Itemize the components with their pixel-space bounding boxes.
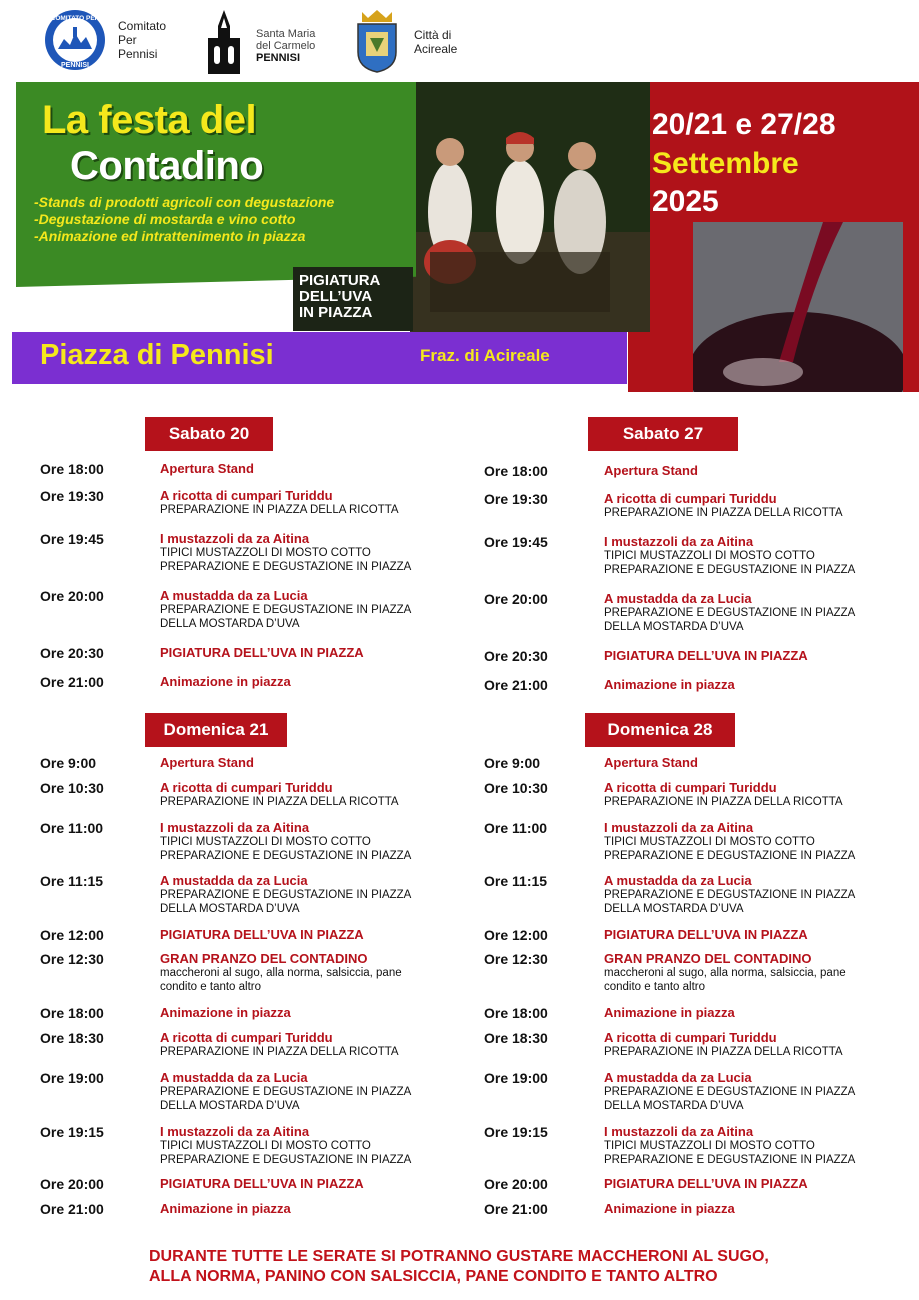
footer-line1: DURANTE TUTTE LE SERATE SI POTRANNO GUSTARE MACCHERONI AL SUGO, (149, 1248, 769, 1265)
entry-description: DELLA MOSTARDA D’UVA (604, 621, 744, 633)
entry-description: PREPARAZIONE E DEGUSTAZIONE IN PIAZZA (604, 889, 856, 901)
entry-body (604, 463, 919, 478)
entry-description: PREPARAZIONE E DEGUSTAZIONE IN PIAZZA (604, 850, 856, 862)
hero-bullet-list (34, 194, 414, 245)
entry-note: condito e tanto altro (160, 981, 262, 993)
entry-body (160, 1070, 480, 1113)
entry-time: Ore 18:30 (484, 1030, 548, 1046)
santa-maria-text (256, 28, 315, 64)
entry-title: I mustazzoli da za Aitina (160, 531, 310, 546)
dates-line3: 2025 (652, 185, 719, 218)
entry-description: DELLA MOSTARDA D’UVA (604, 1100, 744, 1112)
entry-title: Apertura Stand (604, 463, 698, 478)
santa-maria-line2: del Carmelo (256, 40, 316, 52)
entry-title: GRAN PRANZO DEL CONTADINO (604, 951, 812, 966)
entry-time: Ore 18:30 (40, 1030, 104, 1046)
entry-title: A ricotta di cumpari Turiddu (604, 780, 777, 795)
day-header-sabato-27: Sabato 27 (588, 417, 738, 451)
entry-description: TIPICI MUSTAZZOLI DI MOSTO COTTO (160, 836, 371, 848)
entry-description: PREPARAZIONE E DEGUSTAZIONE IN PIAZZA (604, 1086, 856, 1098)
footer-line2: ALLA NORMA, PANINO CON SALSICCIA, PANE CONDITO E TANTO ALTRO (149, 1268, 718, 1285)
entry-time: Ore 12:30 (40, 951, 104, 967)
entry-time: Ore 19:15 (40, 1124, 104, 1140)
entry-title: I mustazzoli da za Aitina (160, 820, 310, 835)
entry-time: Ore 20:30 (484, 648, 548, 664)
entry-body (160, 674, 480, 689)
santa-maria-line3: PENNISI (256, 52, 301, 64)
comitato-text (118, 19, 166, 61)
dates-line1: 20/21 e 27/28 (652, 108, 836, 141)
entry-time: Ore 19:45 (484, 534, 548, 550)
entry-time: Ore 18:00 (484, 1005, 548, 1021)
entry-time: Ore 12:00 (40, 927, 104, 943)
entry-time: Ore 19:30 (40, 488, 104, 504)
entry-title: I mustazzoli da za Aitina (160, 1124, 310, 1139)
entry-body (160, 820, 480, 863)
entry-body (604, 1005, 919, 1020)
logo-badge-bottom: PENNISI (60, 62, 90, 69)
day-header-domenica-21: Domenica 21 (145, 713, 287, 747)
entry-body (160, 873, 480, 916)
entry-description: PREPARAZIONE IN PIAZZA DELLA RICOTTA (604, 1046, 843, 1058)
logo-bar (0, 0, 919, 82)
entry-time: Ore 20:00 (484, 591, 548, 607)
entry-time: Ore 19:30 (484, 491, 548, 507)
entry-description: DELLA MOSTARDA D’UVA (160, 903, 300, 915)
entry-body (160, 531, 480, 574)
entry-body (604, 780, 919, 809)
photo-caption (293, 267, 413, 331)
entry-body (160, 755, 480, 770)
entry-time: Ore 12:30 (484, 951, 548, 967)
entry-body (604, 1201, 919, 1216)
comitato-line2: Per (118, 33, 137, 47)
day-header-domenica-28: Domenica 28 (585, 713, 735, 747)
entry-title: A mustadda da za Lucia (160, 588, 308, 603)
entry-title: A ricotta di cumpari Turiddu (604, 491, 777, 506)
logo-badge-top: COMITATO PER (50, 15, 100, 22)
entry-body (160, 1030, 480, 1059)
entry-body (604, 873, 919, 916)
entry-body (160, 1201, 480, 1216)
entry-description: DELLA MOSTARDA D’UVA (604, 903, 744, 915)
entry-title: I mustazzoli da za Aitina (604, 820, 754, 835)
citta-line1: Città di (414, 28, 452, 42)
entry-time: Ore 20:00 (40, 1176, 104, 1192)
title-line1: La festa del (42, 98, 257, 142)
entry-title: A ricotta di cumpari Turiddu (160, 1030, 333, 1045)
comitato-line1: Comitato (118, 19, 167, 33)
hero-banner (0, 82, 919, 392)
entry-title: Animazione in piazza (604, 677, 735, 692)
entry-description: PREPARAZIONE IN PIAZZA DELLA RICOTTA (604, 796, 843, 808)
entry-body (160, 645, 480, 660)
entry-note: maccheroni al sugo, alla norma, salsiccia, pane (604, 967, 846, 979)
entry-description: PREPARAZIONE E DEGUSTAZIONE IN PIAZZA (160, 604, 412, 616)
entry-body (604, 951, 919, 994)
entry-title: A mustadda da za Lucia (160, 873, 308, 888)
location-name: Piazza di Pennisi (40, 339, 274, 371)
coat-of-arms-icon (352, 8, 402, 74)
entry-time: Ore 11:15 (40, 873, 104, 889)
entry-description: PREPARAZIONE E DEGUSTAZIONE IN PIAZZA (160, 889, 412, 901)
entry-time: Ore 11:00 (484, 820, 548, 836)
entry-time: Ore 21:00 (40, 674, 104, 690)
entry-title: A mustadda da za Lucia (604, 1070, 752, 1085)
entry-body (160, 1124, 480, 1167)
entry-body (604, 591, 919, 634)
santa-maria-line1: Santa Maria (256, 28, 316, 40)
entry-title: PIGIATURA DELL’UVA IN PIAZZA (160, 645, 364, 660)
church-icon (200, 8, 248, 76)
entry-title: I mustazzoli da za Aitina (604, 534, 754, 549)
entry-time: Ore 11:00 (40, 820, 104, 836)
photo-caption-line: PIGIATURA (299, 272, 381, 289)
entry-description: PREPARAZIONE E DEGUSTAZIONE IN PIAZZA (604, 564, 856, 576)
entry-time: Ore 18:00 (40, 1005, 104, 1021)
entry-description: TIPICI MUSTAZZOLI DI MOSTO COTTO (160, 547, 371, 559)
entry-title: Apertura Stand (604, 755, 698, 770)
entry-body (604, 820, 919, 863)
entry-time: Ore 21:00 (484, 677, 548, 693)
entry-title: PIGIATURA DELL’UVA IN PIAZZA (604, 1176, 808, 1191)
entry-time: Ore 10:30 (40, 780, 104, 796)
entry-description: PREPARAZIONE E DEGUSTAZIONE IN PIAZZA (160, 561, 412, 573)
entry-time: Ore 18:00 (484, 463, 548, 479)
entry-time: Ore 18:00 (40, 461, 104, 477)
entry-title: Apertura Stand (160, 461, 254, 476)
entry-title: A ricotta di cumpari Turiddu (604, 1030, 777, 1045)
entry-description: PREPARAZIONE E DEGUSTAZIONE IN PIAZZA (604, 1154, 856, 1166)
hero-bullet: -Animazione ed intrattenimento in piazza (34, 228, 306, 244)
entry-description: PREPARAZIONE E DEGUSTAZIONE IN PIAZZA (160, 1086, 412, 1098)
entry-description: PREPARAZIONE E DEGUSTAZIONE IN PIAZZA (604, 607, 856, 619)
entry-title: GRAN PRANZO DEL CONTADINO (160, 951, 368, 966)
entry-body (160, 780, 480, 809)
footer-note (149, 1247, 849, 1287)
entry-time: Ore 21:00 (40, 1201, 104, 1217)
entry-body (604, 1124, 919, 1167)
entry-title: PIGIATURA DELL’UVA IN PIAZZA (160, 1176, 364, 1191)
festival-photo (410, 82, 650, 332)
entry-description: PREPARAZIONE IN PIAZZA DELLA RICOTTA (160, 504, 399, 516)
entry-title: Animazione in piazza (604, 1005, 735, 1020)
entry-time: Ore 11:15 (484, 873, 548, 889)
entry-description: PREPARAZIONE E DEGUSTAZIONE IN PIAZZA (160, 850, 412, 862)
entry-time: Ore 9:00 (484, 755, 541, 771)
entry-time: Ore 12:00 (484, 927, 548, 943)
comitato-line3: Pennisi (118, 47, 158, 61)
comitato-logo (44, 9, 106, 71)
entry-body (604, 648, 919, 663)
entry-description: TIPICI MUSTAZZOLI DI MOSTO COTTO (604, 836, 815, 848)
entry-description: TIPICI MUSTAZZOLI DI MOSTO COTTO (604, 1140, 815, 1152)
entry-title: A ricotta di cumpari Turiddu (160, 488, 333, 503)
entry-body (160, 1176, 480, 1191)
entry-title: A mustadda da za Lucia (160, 1070, 308, 1085)
entry-title: PIGIATURA DELL’UVA IN PIAZZA (604, 927, 808, 942)
entry-title: I mustazzoli da za Aitina (604, 1124, 754, 1139)
entry-body (604, 534, 919, 577)
entry-body (604, 1070, 919, 1113)
entry-description: PREPARAZIONE IN PIAZZA DELLA RICOTTA (604, 507, 843, 519)
entry-body (604, 491, 919, 520)
entry-description: DELLA MOSTARDA D’UVA (160, 618, 300, 630)
entry-note: maccheroni al sugo, alla norma, salsiccia, pane (160, 967, 402, 979)
entry-body (604, 927, 919, 942)
entry-time: Ore 19:45 (40, 531, 104, 547)
entry-description: DELLA MOSTARDA D’UVA (160, 1100, 300, 1112)
entry-title: A mustadda da za Lucia (604, 873, 752, 888)
entry-title: PIGIATURA DELL’UVA IN PIAZZA (160, 927, 364, 942)
entry-time: Ore 21:00 (484, 1201, 548, 1217)
citta-line2: Acireale (414, 42, 458, 56)
entry-title: A ricotta di cumpari Turiddu (160, 780, 333, 795)
entry-body (160, 588, 480, 631)
entry-body (604, 1030, 919, 1059)
entry-body (604, 677, 919, 692)
entry-description: PREPARAZIONE IN PIAZZA DELLA RICOTTA (160, 1046, 399, 1058)
day-header-sabato-20: Sabato 20 (145, 417, 273, 451)
citta-text (414, 28, 457, 56)
entry-title: Animazione in piazza (604, 1201, 735, 1216)
location-frazione: Fraz. di Acireale (420, 346, 550, 365)
entry-description: TIPICI MUSTAZZOLI DI MOSTO COTTO (604, 550, 815, 562)
entry-time: Ore 19:00 (484, 1070, 548, 1086)
entry-title: Apertura Stand (160, 755, 254, 770)
entry-time: Ore 19:15 (484, 1124, 548, 1140)
dates-line2: Settembre (652, 147, 799, 180)
entry-time: Ore 19:00 (40, 1070, 104, 1086)
hero-bullet: -Stands di prodotti agricoli con degustazione (34, 194, 335, 210)
entry-description: PREPARAZIONE E DEGUSTAZIONE IN PIAZZA (160, 1154, 412, 1166)
entry-title: PIGIATURA DELL’UVA IN PIAZZA (604, 648, 808, 663)
entry-time: Ore 20:00 (484, 1176, 548, 1192)
entry-body (160, 488, 480, 517)
entry-title: A mustadda da za Lucia (604, 591, 752, 606)
entry-title: Animazione in piazza (160, 674, 291, 689)
title-line2: Contadino (70, 144, 264, 188)
entry-time: Ore 9:00 (40, 755, 97, 771)
entry-time: Ore 20:00 (40, 588, 104, 604)
entry-body (160, 1005, 480, 1020)
photo-caption-line: DELL’UVA (299, 288, 373, 305)
entry-body (604, 1176, 919, 1191)
entry-note: condito e tanto altro (604, 981, 706, 993)
photo-caption-line: IN PIAZZA (299, 304, 373, 321)
entry-title: Animazione in piazza (160, 1005, 291, 1020)
entry-description: PREPARAZIONE IN PIAZZA DELLA RICOTTA (160, 796, 399, 808)
hero-bullet: -Degustazione di mostarda e vino cotto (34, 211, 296, 227)
entry-description: TIPICI MUSTAZZOLI DI MOSTO COTTO (160, 1140, 371, 1152)
entry-title: Animazione in piazza (160, 1201, 291, 1216)
entry-time: Ore 10:30 (484, 780, 548, 796)
entry-time: Ore 20:30 (40, 645, 104, 661)
entry-body (160, 461, 480, 476)
wine-barrel-image (693, 222, 903, 392)
entry-body (604, 755, 919, 770)
entry-body (160, 951, 480, 994)
entry-body (160, 927, 480, 942)
